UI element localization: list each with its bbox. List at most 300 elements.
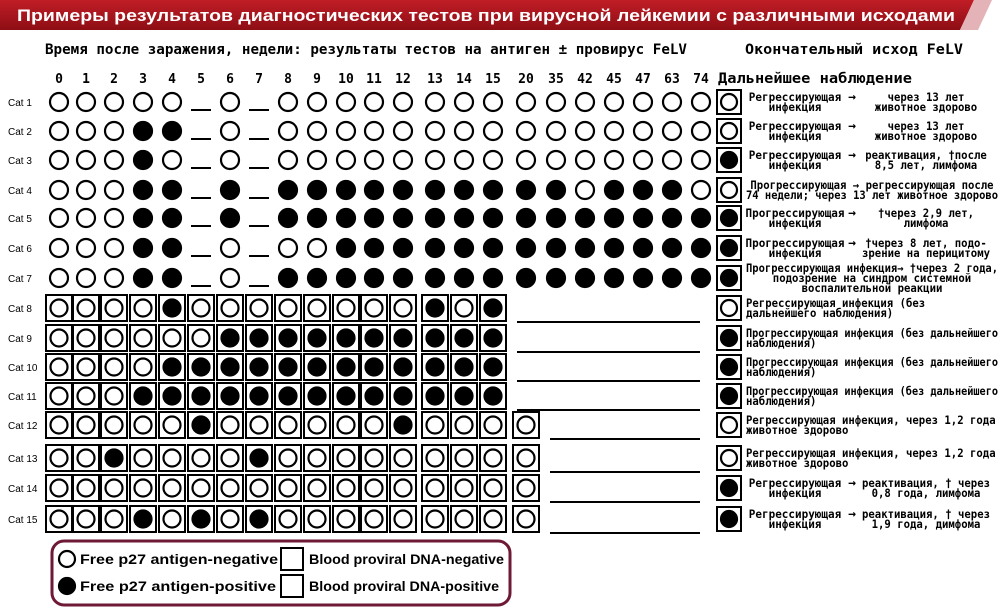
- outcome-description: [746, 355, 998, 379]
- antigen-negative-marker: [193, 330, 210, 347]
- test-cell: [50, 269, 68, 287]
- antigen-positive-marker: [338, 330, 355, 347]
- antigen-negative-marker: [518, 450, 535, 467]
- legend-antigen-negative-label: Free p27 antigen-negative: [80, 551, 279, 567]
- outcome-status-line: Регрессирующая: [748, 507, 842, 521]
- antigen-negative-marker: [692, 122, 710, 140]
- antigen-negative-marker: [106, 511, 123, 528]
- test-cell: [163, 209, 181, 227]
- antigen-negative-marker: [517, 122, 535, 140]
- antigen-positive-marker: [634, 209, 652, 227]
- cat-label: Cat 2: [8, 127, 32, 138]
- test-cell: [246, 445, 272, 471]
- antigen-positive-marker: [221, 181, 239, 199]
- antigen-negative-marker: [455, 122, 473, 140]
- outcome-status-line: инфекция: [768, 158, 822, 172]
- antigen-positive-marker: [280, 388, 297, 405]
- test-cell: [101, 445, 127, 471]
- test-cell: [275, 354, 301, 380]
- antigen-positive-marker: [366, 359, 383, 376]
- antigen-positive-marker: [456, 359, 473, 376]
- outcome-text-line: Прогрессирующая инфекция (без дальнейшего: [746, 355, 999, 369]
- antigen-positive-marker: [365, 209, 383, 227]
- antigen-negative-marker: [251, 480, 268, 497]
- test-cell: [422, 354, 448, 380]
- antigen-positive-marker: [279, 209, 297, 227]
- antigen-negative-marker: [365, 151, 383, 169]
- test-cell: [304, 506, 330, 532]
- test-cell: [663, 151, 681, 169]
- outcome-marker: [717, 355, 741, 379]
- antigen-negative-marker: [77, 93, 95, 111]
- antigen-positive-marker: [485, 388, 502, 405]
- test-cell: [46, 325, 72, 351]
- test-cell: [77, 269, 95, 287]
- antigen-negative-marker: [692, 93, 710, 111]
- test-cell: [246, 325, 272, 351]
- outcome-antigen-positive-marker: [721, 152, 737, 168]
- antigen-negative-marker: [484, 151, 502, 169]
- antigen-positive-marker: [193, 388, 210, 405]
- antigen-negative-marker: [394, 122, 412, 140]
- test-cell: [451, 325, 477, 351]
- outcome-antigen-positive-marker: [721, 240, 737, 256]
- test-cell: [517, 239, 535, 257]
- antigen-positive-marker: [338, 359, 355, 376]
- antigen-positive-marker: [692, 209, 710, 227]
- test-cell: [337, 269, 355, 287]
- outcome-marker: [717, 266, 741, 290]
- test-cell: [455, 239, 473, 257]
- antigen-negative-marker: [427, 417, 444, 434]
- outcome-marker: [717, 384, 741, 408]
- antigen-negative-marker: [634, 122, 652, 140]
- antigen-positive-marker: [517, 239, 535, 257]
- week-label: 8: [284, 72, 292, 87]
- antigen-positive-marker: [251, 450, 268, 467]
- antigen-positive-marker: [135, 388, 152, 405]
- outcome-text-line: Прогрессирующая → регрессирующая после: [750, 178, 994, 192]
- outcome-result-line: лимфома: [903, 216, 949, 230]
- test-cell: [634, 93, 652, 111]
- test-cell: [73, 445, 99, 471]
- test-cell: [50, 122, 68, 140]
- cat-label: Cat 11: [8, 392, 37, 403]
- outcome-status-line: Прогрессирующая: [745, 236, 845, 250]
- week-label: 1: [82, 72, 90, 87]
- cat-label: Cat 15: [8, 515, 38, 526]
- test-cell: [576, 181, 594, 199]
- test-cell: [246, 383, 272, 409]
- test-cell: [484, 209, 502, 227]
- outcome-result-line: животное здорово: [874, 100, 978, 114]
- outcome-status-line: Регрессирующая: [748, 476, 842, 490]
- test-cell: [517, 122, 535, 140]
- antigen-negative-marker: [394, 151, 412, 169]
- outcome-result-line: реактивация, † через: [862, 507, 991, 521]
- test-cell: [455, 122, 473, 140]
- test-cell: [426, 239, 444, 257]
- test-cell: [517, 181, 535, 199]
- antigen-negative-marker: [221, 239, 239, 257]
- antigen-negative-marker: [105, 209, 123, 227]
- cat-row-4: [8, 178, 998, 202]
- antigen-negative-marker: [426, 93, 444, 111]
- outcome-status-line: Регрессирующая: [748, 90, 842, 104]
- cat-row-11: [8, 383, 998, 410]
- antigen-positive-marker: [366, 388, 383, 405]
- antigen-positive-marker: [164, 388, 181, 405]
- antigen-negative-marker: [222, 450, 239, 467]
- antigen-positive-marker: [251, 359, 268, 376]
- antigen-negative-marker: [484, 122, 502, 140]
- test-cell: [279, 269, 297, 287]
- antigen-negative-marker: [547, 93, 565, 111]
- antigen-positive-marker: [163, 269, 181, 287]
- outcome-result-line: †через 8 лет, подо-: [865, 236, 987, 250]
- test-cell: [422, 506, 448, 532]
- antigen-negative-marker: [78, 330, 95, 347]
- test-cell: [455, 181, 473, 199]
- legend-dna-positive-label: Blood proviral DNA-positive: [309, 578, 500, 594]
- antigen-positive-marker: [309, 330, 326, 347]
- test-cell: [73, 383, 99, 409]
- cat-row-12: [8, 412, 996, 439]
- antigen-positive-marker: [251, 388, 268, 405]
- antigen-negative-marker: [338, 417, 355, 434]
- antigen-negative-marker: [279, 93, 297, 111]
- test-cell: [333, 506, 359, 532]
- test-cell: [46, 475, 72, 501]
- test-cell: [451, 383, 477, 409]
- test-cell: [361, 354, 387, 380]
- antigen-negative-marker: [427, 480, 444, 497]
- antigen-negative-marker: [51, 450, 68, 467]
- test-cell: [365, 181, 383, 199]
- antigen-positive-marker: [426, 239, 444, 257]
- antigen-negative-marker: [106, 480, 123, 497]
- week-label: 9: [313, 72, 321, 87]
- antigen-negative-marker: [50, 269, 68, 287]
- test-cell: [605, 181, 623, 199]
- antigen-negative-marker: [164, 330, 181, 347]
- antigen-negative-marker: [456, 511, 473, 528]
- antigen-negative-marker: [50, 181, 68, 199]
- test-cell: [159, 506, 185, 532]
- test-cell: [73, 354, 99, 380]
- antigen-negative-marker: [663, 122, 681, 140]
- test-cell: [105, 209, 123, 227]
- test-cell: [692, 239, 710, 257]
- antigen-negative-marker: [366, 417, 383, 434]
- test-cell: [46, 354, 72, 380]
- antigen-positive-marker: [634, 239, 652, 257]
- antigen-positive-marker: [426, 209, 444, 227]
- outcome-text-line: Регрессирующая инфекция, через 1,2 года: [746, 413, 996, 427]
- test-cell: [455, 269, 473, 287]
- antigen-positive-marker: [426, 269, 444, 287]
- antigen-positive-marker: [605, 209, 623, 227]
- test-cell: [337, 122, 355, 140]
- antigen-negative-marker: [455, 151, 473, 169]
- test-cell: [337, 209, 355, 227]
- test-cell: [308, 122, 326, 140]
- test-cell: [422, 383, 448, 409]
- outcome-arrow: →: [848, 148, 856, 163]
- test-cell: [188, 445, 214, 471]
- antigen-negative-marker: [280, 480, 297, 497]
- test-cell: [576, 269, 594, 287]
- outcome-text-line: дальнейшего наблюдения): [746, 306, 894, 320]
- antigen-positive-marker: [547, 269, 565, 287]
- test-cell: [361, 325, 387, 351]
- antigen-positive-marker: [222, 330, 239, 347]
- test-cell: [101, 325, 127, 351]
- week-label: 42: [577, 72, 593, 87]
- test-cell: [159, 354, 185, 380]
- antigen-positive-marker: [427, 330, 444, 347]
- antigen-positive-marker: [395, 417, 412, 434]
- antigen-negative-marker: [51, 480, 68, 497]
- antigen-positive-marker: [394, 239, 412, 257]
- test-cell: [365, 209, 383, 227]
- test-cell: [426, 122, 444, 140]
- antigen-negative-marker: [338, 480, 355, 497]
- cat-label: Cat 12: [8, 421, 38, 432]
- test-cell: [105, 122, 123, 140]
- antigen-negative-marker: [77, 181, 95, 199]
- antigen-negative-marker: [135, 417, 152, 434]
- antigen-negative-marker: [51, 417, 68, 434]
- cat-row-14: [8, 475, 990, 502]
- test-cell: [365, 93, 383, 111]
- antigen-positive-marker: [455, 269, 473, 287]
- antigen-positive-marker: [484, 181, 502, 199]
- antigen-positive-marker: [394, 269, 412, 287]
- antigen-positive-marker: [365, 239, 383, 257]
- outcome-marker: [717, 326, 741, 350]
- antigen-negative-marker: [394, 93, 412, 111]
- antigen-positive-marker: [222, 388, 239, 405]
- test-cell: [517, 209, 535, 227]
- antigen-positive-marker: [547, 181, 565, 199]
- antigen-negative-marker: [77, 209, 95, 227]
- antigen-negative-marker: [576, 181, 594, 199]
- antigen-negative-marker: [106, 300, 123, 317]
- outcome-antigen-positive-marker: [721, 388, 737, 404]
- test-cell: [513, 506, 539, 532]
- test-cell: [390, 475, 416, 501]
- outcome-text-line: воспалительной реакции: [801, 281, 943, 295]
- outcome-antigen-positive-marker: [721, 480, 737, 496]
- test-cell: [422, 445, 448, 471]
- outcome-arrow: →: [848, 507, 856, 522]
- antigen-positive-marker: [163, 122, 181, 140]
- test-cell: [130, 354, 156, 380]
- antigen-negative-marker: [50, 122, 68, 140]
- cat-label: Cat 9: [8, 334, 32, 345]
- antigen-negative-marker: [337, 122, 355, 140]
- antigen-positive-marker: [426, 181, 444, 199]
- test-cell: [279, 239, 297, 257]
- antigen-negative-marker: [51, 330, 68, 347]
- week-label: 3: [139, 72, 147, 87]
- test-cell: [246, 506, 272, 532]
- outcome-marker: [717, 148, 741, 172]
- antigen-negative-marker: [309, 480, 326, 497]
- test-cell: [188, 506, 214, 532]
- week-label: 20: [518, 72, 534, 87]
- test-cell: [422, 475, 448, 501]
- test-cell: [308, 269, 326, 287]
- test-cell: [605, 269, 623, 287]
- outcome-antigen-negative-marker: [721, 417, 737, 433]
- antigen-positive-marker: [134, 181, 152, 199]
- antigen-positive-marker: [427, 388, 444, 405]
- antigen-positive-marker: [485, 300, 502, 317]
- cat-row-10: [8, 354, 998, 381]
- antigen-negative-marker: [547, 151, 565, 169]
- antigen-positive-marker: [517, 209, 535, 227]
- antigen-negative-marker: [50, 239, 68, 257]
- test-cell: [390, 412, 416, 438]
- test-cell: [275, 412, 301, 438]
- outcome-arrow: →: [848, 476, 856, 491]
- test-cell: [163, 151, 181, 169]
- antigen-negative-marker: [105, 93, 123, 111]
- test-cell: [337, 181, 355, 199]
- antigen-positive-marker: [692, 239, 710, 257]
- test-cell: [513, 445, 539, 471]
- legend-antigen-positive-marker: [59, 578, 75, 594]
- test-cell: [130, 412, 156, 438]
- cat-row-5: [8, 206, 974, 230]
- antigen-positive-marker: [663, 209, 681, 227]
- antigen-negative-marker: [279, 122, 297, 140]
- antigen-negative-marker: [517, 151, 535, 169]
- outcome-text-line: Регрессирующая инфекция, через 1,2 года: [746, 446, 996, 460]
- week-label: 11: [366, 72, 382, 87]
- cat-label: Cat 3: [8, 156, 32, 167]
- cat-row-13: [8, 445, 996, 472]
- antigen-negative-marker: [135, 450, 152, 467]
- antigen-positive-marker: [692, 269, 710, 287]
- antigen-negative-marker: [337, 151, 355, 169]
- antigen-negative-marker: [135, 359, 152, 376]
- outcome-description: [746, 261, 998, 295]
- test-cell: [105, 269, 123, 287]
- antigen-negative-marker: [456, 417, 473, 434]
- outcome-text-line: 74 недели; через 13 лет животное здорово: [746, 188, 999, 202]
- antigen-negative-marker: [518, 511, 535, 528]
- test-cell: [480, 383, 506, 409]
- test-cell: [517, 269, 535, 287]
- antigen-negative-marker: [78, 417, 95, 434]
- antigen-negative-marker: [517, 93, 535, 111]
- antigen-negative-marker: [221, 269, 239, 287]
- antigen-positive-marker: [456, 330, 473, 347]
- cat-label: Cat 14: [8, 484, 38, 495]
- test-cell: [361, 383, 387, 409]
- week-label: 7: [255, 72, 263, 87]
- outcome-description: [746, 296, 925, 320]
- outcome-text-line: Прогрессирующая инфекция (без дальнейшего: [746, 326, 999, 340]
- test-cell: [275, 325, 301, 351]
- outcome-result-line: †через 2,9 лет,: [878, 206, 974, 220]
- test-cell: [547, 181, 565, 199]
- antigen-positive-marker: [309, 388, 326, 405]
- antigen-positive-marker: [193, 417, 210, 434]
- test-cell: [50, 151, 68, 169]
- outcome-status-line: инфекция: [768, 100, 822, 114]
- test-cell: [451, 445, 477, 471]
- test-cell: [188, 412, 214, 438]
- legend-dna-positive-box: [281, 575, 303, 597]
- test-cell: [576, 122, 594, 140]
- test-cell: [605, 93, 623, 111]
- test-cell: [279, 209, 297, 227]
- test-cell: [426, 93, 444, 111]
- test-cell: [422, 412, 448, 438]
- outcome-description: [746, 446, 996, 470]
- test-cell: [394, 122, 412, 140]
- antigen-negative-marker: [338, 300, 355, 317]
- antigen-negative-marker: [280, 300, 297, 317]
- antigen-negative-marker: [164, 417, 181, 434]
- test-cell: [692, 93, 710, 111]
- antigen-negative-marker: [309, 300, 326, 317]
- test-cell: [246, 295, 272, 321]
- test-cell: [188, 383, 214, 409]
- timeline-heading: Время после заражения, недели: результаты тестов на антиген ± провирус FeLV: [45, 42, 688, 58]
- outcome-antigen-negative-marker: [721, 450, 737, 466]
- test-cell: [390, 354, 416, 380]
- antigen-positive-marker: [134, 122, 152, 140]
- antigen-negative-marker: [105, 181, 123, 199]
- test-cell: [663, 93, 681, 111]
- test-cell: [337, 93, 355, 111]
- outcome-description: [746, 326, 998, 350]
- antigen-positive-marker: [106, 450, 123, 467]
- antigen-negative-marker: [456, 480, 473, 497]
- test-cell: [159, 325, 185, 351]
- test-cell: [130, 383, 156, 409]
- test-cell: [451, 354, 477, 380]
- antigen-negative-marker: [605, 93, 623, 111]
- antigen-negative-marker: [105, 269, 123, 287]
- test-cell: [361, 475, 387, 501]
- antigen-negative-marker: [163, 93, 181, 111]
- test-cell: [361, 445, 387, 471]
- cat-row-9: [8, 325, 998, 352]
- test-cell: [692, 269, 710, 287]
- outcome-status-line: инфекция: [768, 246, 822, 260]
- test-cell: [130, 445, 156, 471]
- antigen-negative-marker: [279, 151, 297, 169]
- test-cell: [134, 122, 152, 140]
- antigen-positive-marker: [338, 388, 355, 405]
- antigen-negative-marker: [576, 151, 594, 169]
- test-cell: [634, 151, 652, 169]
- antigen-positive-marker: [484, 209, 502, 227]
- test-cell: [333, 383, 359, 409]
- antigen-negative-marker: [280, 511, 297, 528]
- test-cell: [605, 122, 623, 140]
- test-cell: [275, 295, 301, 321]
- test-cell: [221, 269, 239, 287]
- test-cell: [513, 412, 539, 438]
- test-cell: [513, 475, 539, 501]
